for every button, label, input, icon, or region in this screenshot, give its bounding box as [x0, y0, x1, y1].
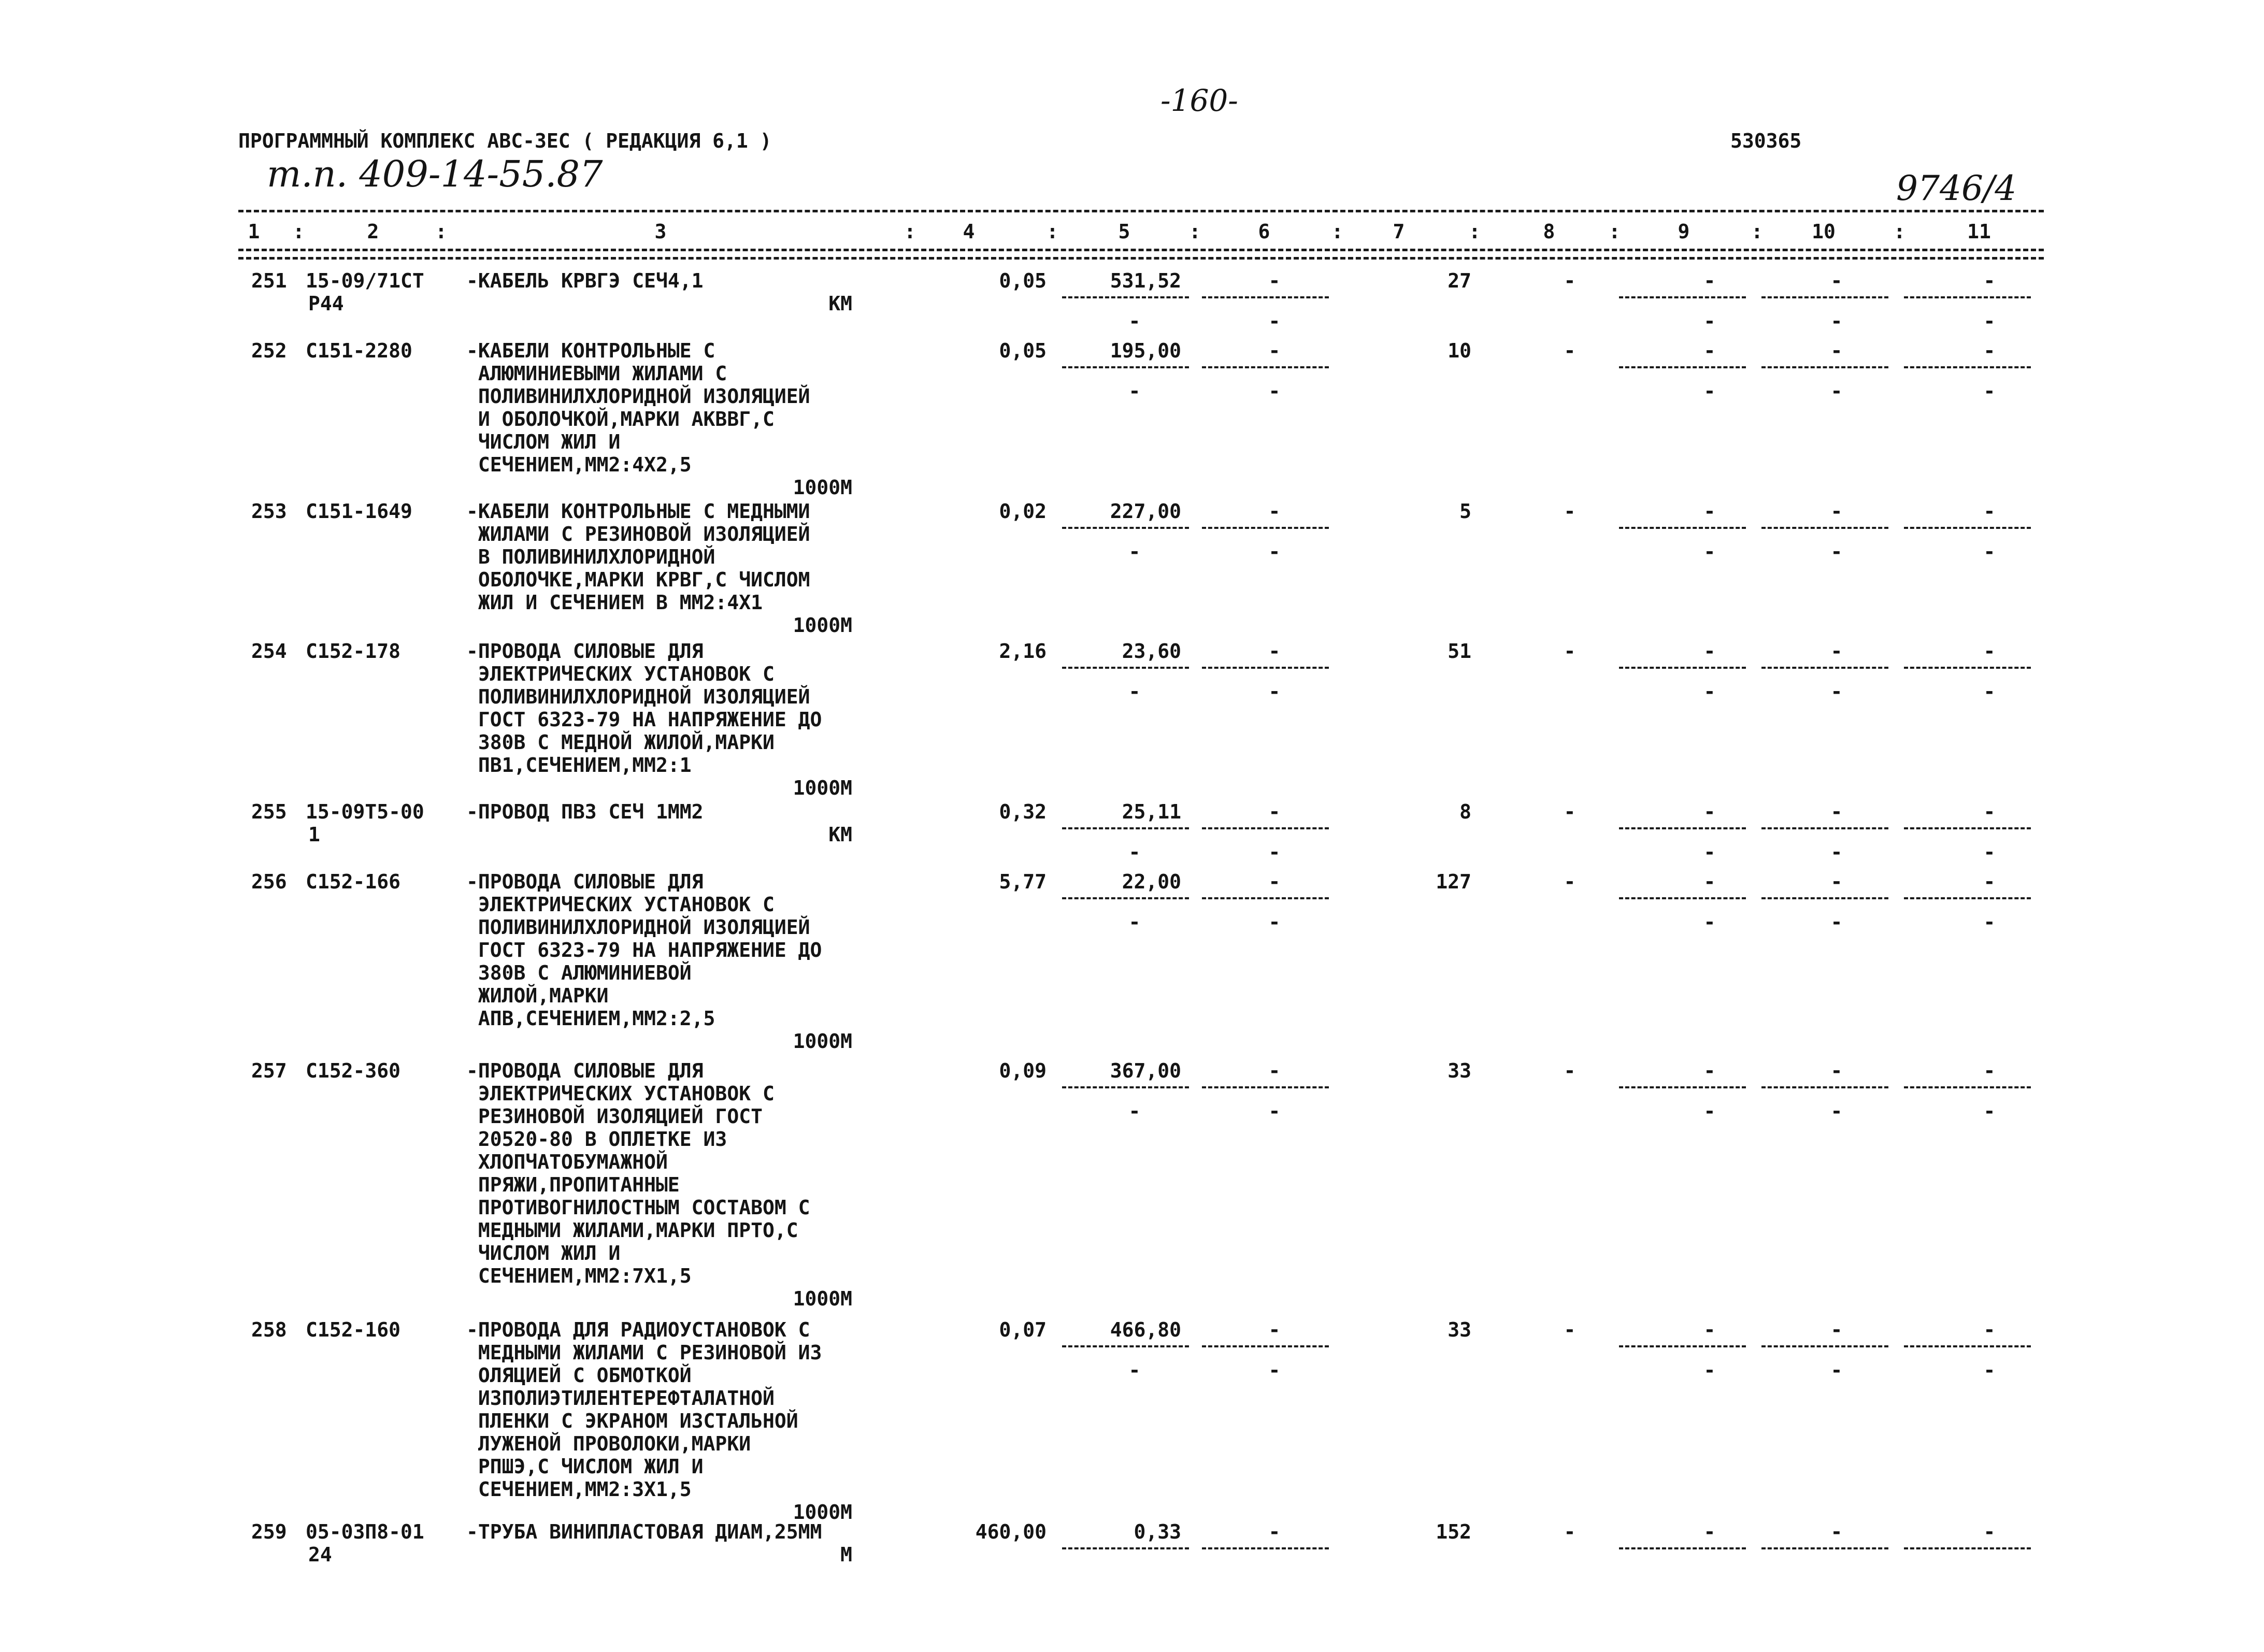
row-description: В ПОЛИВИНИЛХЛОРИДНОЙ — [466, 545, 715, 568]
column-number-5: 5 — [1118, 220, 1130, 243]
col9-dash: - — [1703, 800, 1716, 823]
col6-underline — [1202, 527, 1329, 529]
col6-dash: - — [1268, 870, 1281, 893]
col9-dash: - — [1703, 339, 1716, 362]
row-code: С152-178 — [306, 640, 401, 663]
row-description: 380В С МЕДНОЙ ЖИЛОЙ,МАРКИ — [466, 731, 775, 754]
row-description: ЭЛЕКТРИЧЕСКИХ УСТАНОВОК С — [466, 893, 775, 916]
col11-underline — [1904, 667, 2031, 669]
col11-dash-2: - — [1983, 380, 1996, 403]
row-description: ПОЛИВИНИЛХЛОРИДНОЙ ИЗОЛЯЦИЕЙ — [466, 385, 810, 408]
col11-dash-2: - — [1983, 1359, 1996, 1382]
row-code: 15-09/71СТ — [306, 269, 424, 292]
row-description: -ПРОВОДА СИЛОВЫЕ ДЛЯ — [466, 870, 704, 893]
col8-dash: - — [1564, 640, 1576, 663]
col10-dash: - — [1830, 800, 1843, 823]
col5-underline — [1062, 897, 1189, 899]
col9-underline — [1619, 366, 1746, 368]
row-unit: 1000М — [793, 1030, 852, 1053]
col8-dash: - — [1564, 269, 1576, 292]
col10-dash: - — [1830, 1520, 1843, 1543]
col6-dash-2: - — [1268, 1100, 1281, 1123]
column-number-3: 3 — [654, 220, 667, 243]
col6-dash: - — [1268, 640, 1281, 663]
row-total: 8 — [1459, 800, 1471, 823]
column-separator: : — [435, 220, 447, 243]
col6-dash-2: - — [1268, 540, 1281, 563]
row-description: ОЛЯЦИЕЙ С ОБМОТКОЙ — [466, 1364, 692, 1387]
row-total: 33 — [1448, 1318, 1471, 1341]
col9-dash: - — [1703, 269, 1716, 292]
col5-dash-2: - — [1128, 1100, 1141, 1123]
col9-dash-2: - — [1703, 380, 1716, 403]
col10-dash-2: - — [1830, 911, 1843, 933]
col9-dash-2: - — [1703, 310, 1716, 333]
col5-underline — [1062, 296, 1189, 298]
row-quantity: 0,05 — [999, 339, 1047, 362]
col10-dash: - — [1830, 870, 1843, 893]
col11-underline — [1904, 897, 2031, 899]
row-unit: КМ — [828, 823, 852, 846]
row-description: 20520-80 В ОПЛЕТКЕ ИЗ — [466, 1128, 727, 1151]
row-number: 259 — [251, 1520, 287, 1543]
row-total: 5 — [1459, 500, 1471, 523]
col10-underline — [1761, 366, 1888, 368]
row-description: АПВ,СЕЧЕНИЕМ,ММ2:2,5 — [466, 1007, 715, 1030]
col6-underline — [1202, 897, 1329, 899]
row-unit-price: 227,00 — [1110, 500, 1181, 523]
col10-dash: - — [1830, 1318, 1843, 1341]
col10-dash: - — [1830, 640, 1843, 663]
col11-dash-2: - — [1983, 911, 1996, 933]
col11-dash: - — [1983, 1318, 1996, 1341]
col11-dash-2: - — [1983, 841, 1996, 864]
col6-underline — [1202, 366, 1329, 368]
row-number: 253 — [251, 500, 287, 523]
row-code: 1 — [308, 823, 320, 846]
col11-underline — [1904, 1345, 2031, 1347]
row-description: СЕЧЕНИЕМ,ММ2:7Х1,5 — [466, 1265, 692, 1287]
row-unit: 1000М — [793, 476, 852, 499]
col11-underline — [1904, 1086, 2031, 1088]
col5-underline — [1062, 1345, 1189, 1347]
col9-underline — [1619, 827, 1746, 829]
col6-dash-2: - — [1268, 310, 1281, 333]
row-quantity: 0,07 — [999, 1318, 1047, 1341]
row-quantity: 0,05 — [999, 269, 1047, 292]
col11-dash: - — [1983, 800, 1996, 823]
row-unit-price: 367,00 — [1110, 1059, 1181, 1082]
col8-dash: - — [1564, 500, 1576, 523]
row-description: МЕДНЫМИ ЖИЛАМИ С РЕЗИНОВОЙ ИЗ — [466, 1341, 822, 1364]
col6-dash: - — [1268, 339, 1281, 362]
col6-underline — [1202, 1345, 1329, 1347]
row-description: РПШЭ,С ЧИСЛОМ ЖИЛ И — [466, 1455, 704, 1478]
row-description: ЖИЛ И СЕЧЕНИЕМ В ММ2:4Х1 — [466, 591, 763, 614]
row-code: Р44 — [308, 292, 344, 315]
row-code: С151-1649 — [306, 500, 412, 523]
col11-dash: - — [1983, 1520, 1996, 1543]
row-number: 251 — [251, 269, 287, 292]
col8-dash: - — [1564, 339, 1576, 362]
col9-underline — [1619, 897, 1746, 899]
row-total: 152 — [1436, 1520, 1471, 1543]
column-number-1: 1 — [248, 220, 260, 243]
col9-underline — [1619, 296, 1746, 298]
col6-dash-2: - — [1268, 841, 1281, 864]
tp-reference: т.п. 409-14-55.87 — [267, 153, 603, 195]
row-description: ГОСТ 6323-79 НА НАПРЯЖЕНИЕ ДО — [466, 939, 822, 961]
column-separator: : — [1469, 220, 1481, 243]
column-separator: : — [1609, 220, 1621, 243]
col9-underline — [1619, 1547, 1746, 1549]
col5-underline — [1062, 1086, 1189, 1088]
col10-underline — [1761, 1086, 1888, 1088]
col10-dash: - — [1830, 269, 1843, 292]
row-total: 127 — [1436, 870, 1471, 893]
col10-underline — [1761, 897, 1888, 899]
row-description: ПРОТИВОГНИЛОСТНЫМ СОСТАВОМ С — [466, 1196, 810, 1219]
row-code: 05-03П8-01 — [306, 1520, 424, 1543]
row-unit: М — [840, 1543, 852, 1566]
row-description: ЖИЛАМИ С РЕЗИНОВОЙ ИЗОЛЯЦИЕЙ — [466, 523, 810, 545]
col9-dash: - — [1703, 500, 1716, 523]
col9-dash-2: - — [1703, 680, 1716, 703]
col9-underline — [1619, 667, 1746, 669]
col10-underline — [1761, 667, 1888, 669]
row-description: -ПРОВОДА СИЛОВЫЕ ДЛЯ — [466, 1059, 704, 1082]
col11-dash: - — [1983, 269, 1996, 292]
col6-dash: - — [1268, 1318, 1281, 1341]
col5-dash-2: - — [1128, 380, 1141, 403]
col10-dash: - — [1830, 339, 1843, 362]
col11-underline — [1904, 1547, 2031, 1549]
col8-dash: - — [1564, 1059, 1576, 1082]
row-total: 51 — [1448, 640, 1471, 663]
row-description: РЕЗИНОВОЙ ИЗОЛЯЦИЕЙ ГОСТ — [466, 1105, 763, 1128]
col5-underline — [1062, 1547, 1189, 1549]
col11-underline — [1904, 296, 2031, 298]
column-number-9: 9 — [1678, 220, 1690, 243]
row-quantity: 5,77 — [999, 870, 1047, 893]
col11-dash-2: - — [1983, 310, 1996, 333]
column-number-6: 6 — [1258, 220, 1270, 243]
row-description: АЛЮМИНИЕВЫМИ ЖИЛАМИ С — [466, 362, 727, 385]
row-description: -КАБЕЛИ КОНТРОЛЬНЫЕ С МЕДНЫМИ — [466, 500, 810, 523]
row-description: -ПРОВОДА СИЛОВЫЕ ДЛЯ — [466, 640, 704, 663]
row-unit: 1000М — [793, 614, 852, 637]
row-code: С152-160 — [306, 1318, 401, 1341]
row-unit-price: 466,80 — [1110, 1318, 1181, 1341]
row-description: СЕЧЕНИЕМ,ММ2:4Х2,5 — [466, 453, 692, 476]
col5-dash-2: - — [1128, 310, 1141, 333]
col5-dash-2: - — [1128, 841, 1141, 864]
row-description: ГОСТ 6323-79 НА НАПРЯЖЕНИЕ ДО — [466, 708, 822, 731]
col5-underline — [1062, 527, 1189, 529]
col10-underline — [1761, 827, 1888, 829]
col6-underline — [1202, 1086, 1329, 1088]
row-unit-price: 195,00 — [1110, 339, 1181, 362]
row-description: ЧИСЛОМ ЖИЛ И — [466, 1242, 621, 1265]
row-quantity: 460,00 — [975, 1520, 1047, 1543]
row-code: С152-360 — [306, 1059, 401, 1082]
row-description: ПЛЕНКИ С ЭКРАНОМ ИЗСТАЛЬНОЙ — [466, 1410, 798, 1432]
row-quantity: 0,32 — [999, 800, 1047, 823]
col9-dash-2: - — [1703, 911, 1716, 933]
column-number-7: 7 — [1393, 220, 1405, 243]
row-description: -КАБЕЛЬ КРВГЭ СЕЧ4,1 — [466, 269, 704, 292]
col10-underline — [1761, 527, 1888, 529]
col5-dash-2: - — [1128, 540, 1141, 563]
row-number: 252 — [251, 339, 287, 362]
row-code: С151-2280 — [306, 339, 412, 362]
row-description: 380В С АЛЮМИНИЕВОЙ — [466, 961, 692, 984]
column-separator: : — [1751, 220, 1763, 243]
document-code: 530365 — [1730, 130, 1802, 152]
header-rule-bottom — [238, 249, 2044, 251]
col9-dash: - — [1703, 1520, 1716, 1543]
col11-underline — [1904, 366, 2031, 368]
column-separator: : — [1189, 220, 1201, 243]
col10-dash-2: - — [1830, 310, 1843, 333]
row-description: ЧИСЛОМ ЖИЛ И — [466, 430, 621, 453]
col5-underline — [1062, 366, 1189, 368]
col10-dash-2: - — [1830, 841, 1843, 864]
column-number-8: 8 — [1543, 220, 1555, 243]
row-unit-price: 0,33 — [1134, 1520, 1181, 1543]
col6-dash: - — [1268, 1059, 1281, 1082]
col5-dash-2: - — [1128, 911, 1141, 933]
col11-dash: - — [1983, 1059, 1996, 1082]
row-number: 257 — [251, 1059, 287, 1082]
col11-dash-2: - — [1983, 540, 1996, 563]
row-unit: 1000М — [793, 1501, 852, 1524]
row-total: 33 — [1448, 1059, 1471, 1082]
col10-underline — [1761, 1345, 1888, 1347]
col10-dash: - — [1830, 500, 1843, 523]
col11-dash: - — [1983, 500, 1996, 523]
col10-dash: - — [1830, 1059, 1843, 1082]
col6-underline — [1202, 827, 1329, 829]
col11-dash-2: - — [1983, 680, 1996, 703]
row-code: С152-166 — [306, 870, 401, 893]
column-separator: : — [904, 220, 916, 243]
row-unit-price: 23,60 — [1122, 640, 1181, 663]
col11-underline — [1904, 527, 2031, 529]
col9-dash: - — [1703, 1318, 1716, 1341]
col6-dash: - — [1268, 500, 1281, 523]
row-description: ИЗПОЛИЭТИЛЕНТЕРЕФТАЛАТНОЙ — [466, 1387, 775, 1410]
row-total: 27 — [1448, 269, 1471, 292]
column-number-10: 10 — [1812, 220, 1836, 243]
col8-dash: - — [1564, 800, 1576, 823]
col10-dash-2: - — [1830, 540, 1843, 563]
col10-dash-2: - — [1830, 380, 1843, 403]
row-description: ЛУЖЕНОЙ ПРОВОЛОКИ,МАРКИ — [466, 1432, 751, 1455]
col6-underline — [1202, 667, 1329, 669]
column-separator: : — [293, 220, 305, 243]
column-number-4: 4 — [963, 220, 975, 243]
col5-underline — [1062, 667, 1189, 669]
column-separator: : — [1894, 220, 1905, 243]
doc-reference: 9746/4 — [1896, 168, 2017, 208]
header-rule-bottom-2 — [238, 257, 2044, 260]
col6-dash: - — [1268, 800, 1281, 823]
col8-dash: - — [1564, 870, 1576, 893]
col6-dash: - — [1268, 269, 1281, 292]
row-description: ПОЛИВИНИЛХЛОРИДНОЙ ИЗОЛЯЦИЕЙ — [466, 685, 810, 708]
col11-dash: - — [1983, 339, 1996, 362]
col10-underline — [1761, 296, 1888, 298]
row-unit-price: 22,00 — [1122, 870, 1181, 893]
col6-dash: - — [1268, 1520, 1281, 1543]
row-description: ПВ1,СЕЧЕНИЕМ,ММ2:1 — [466, 754, 692, 777]
col9-dash: - — [1703, 870, 1716, 893]
row-description: ХЛОПЧАТОБУМАЖНОЙ — [466, 1151, 668, 1173]
col9-dash-2: - — [1703, 841, 1716, 864]
row-code: 15-09Т5-00 — [306, 800, 424, 823]
column-number-2: 2 — [367, 220, 379, 243]
col11-dash: - — [1983, 870, 1996, 893]
row-number: 258 — [251, 1318, 287, 1341]
col10-dash-2: - — [1830, 680, 1843, 703]
col9-underline — [1619, 1345, 1746, 1347]
col6-underline — [1202, 1547, 1329, 1549]
col10-dash-2: - — [1830, 1359, 1843, 1382]
header-rule-top — [238, 210, 2044, 212]
col5-dash-2: - — [1128, 1359, 1141, 1382]
col6-dash-2: - — [1268, 1359, 1281, 1382]
row-quantity: 0,09 — [999, 1059, 1047, 1082]
col8-dash: - — [1564, 1520, 1576, 1543]
row-description: ЭЛЕКТРИЧЕСКИХ УСТАНОВОК С — [466, 663, 775, 685]
column-separator: : — [1047, 220, 1058, 243]
col11-dash-2: - — [1983, 1100, 1996, 1123]
col6-dash-2: - — [1268, 680, 1281, 703]
row-unit: 1000М — [793, 777, 852, 799]
col9-dash-2: - — [1703, 1100, 1716, 1123]
row-description: И ОБОЛОЧКОЙ,МАРКИ АКВВГ,С — [466, 408, 775, 430]
row-description: ПОЛИВИНИЛХЛОРИДНОЙ ИЗОЛЯЦИЕЙ — [466, 916, 810, 939]
row-description: ЭЛЕКТРИЧЕСКИХ УСТАНОВОК С — [466, 1082, 775, 1105]
row-description: ОБОЛОЧКЕ,МАРКИ КРВГ,С ЧИСЛОМ — [466, 568, 810, 591]
row-description: ПРЯЖИ,ПРОПИТАННЫЕ — [466, 1173, 680, 1196]
col5-underline — [1062, 827, 1189, 829]
col9-underline — [1619, 1086, 1746, 1088]
col11-dash: - — [1983, 640, 1996, 663]
program-header: ПРОГРАММНЫЙ КОМПЛЕКС АВС-3ЕС ( РЕДАКЦИЯ 6,1 ) — [238, 130, 772, 152]
row-quantity: 0,02 — [999, 500, 1047, 523]
col6-dash-2: - — [1268, 380, 1281, 403]
col9-underline — [1619, 527, 1746, 529]
row-unit: КМ — [828, 292, 852, 315]
row-description: СЕЧЕНИЕМ,ММ2:3Х1,5 — [466, 1478, 692, 1501]
row-description: МЕДНЫМИ ЖИЛАМИ,МАРКИ ПРТО,С — [466, 1219, 798, 1242]
row-number: 256 — [251, 870, 287, 893]
row-number: 254 — [251, 640, 287, 663]
row-description: -ПРОВОДА ДЛЯ РАДИОУСТАНОВОК С — [466, 1318, 810, 1341]
col10-underline — [1761, 1547, 1888, 1549]
row-code: 24 — [308, 1543, 332, 1566]
page-number: -160- — [1160, 83, 1238, 118]
row-unit-price: 25,11 — [1122, 800, 1181, 823]
column-separator: : — [1331, 220, 1343, 243]
col9-dash-2: - — [1703, 540, 1716, 563]
row-number: 255 — [251, 800, 287, 823]
row-total: 10 — [1448, 339, 1471, 362]
row-description: -ПРОВОД ПВ3 СЕЧ 1ММ2 — [466, 800, 704, 823]
col9-dash: - — [1703, 1059, 1716, 1082]
col11-underline — [1904, 827, 2031, 829]
row-description: -ТРУБА ВИНИПЛАСТОВАЯ ДИАМ,25ММ — [466, 1520, 822, 1543]
column-number-11: 11 — [1967, 220, 1991, 243]
row-unit: 1000М — [793, 1287, 852, 1310]
row-description: ЖИЛОЙ,МАРКИ — [466, 984, 609, 1007]
col10-dash-2: - — [1830, 1100, 1843, 1123]
col8-dash: - — [1564, 1318, 1576, 1341]
row-quantity: 2,16 — [999, 640, 1047, 663]
row-description: -КАБЕЛИ КОНТРОЛЬНЫЕ С — [466, 339, 715, 362]
col6-dash-2: - — [1268, 911, 1281, 933]
col9-dash-2: - — [1703, 1359, 1716, 1382]
col9-dash: - — [1703, 640, 1716, 663]
col5-dash-2: - — [1128, 680, 1141, 703]
col6-underline — [1202, 296, 1329, 298]
row-unit-price: 531,52 — [1110, 269, 1181, 292]
